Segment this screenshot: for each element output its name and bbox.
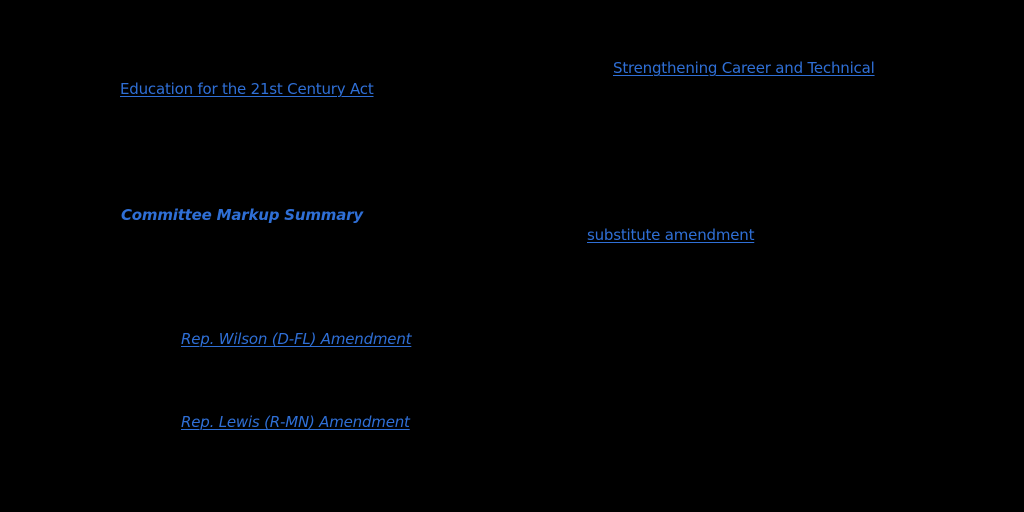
link-substitute-amendment[interactable]: substitute amendment (587, 226, 755, 244)
link-wilson-amendment[interactable]: Rep. Wilson (D-FL) Amendment (181, 330, 412, 348)
committee-markup-summary-heading: Committee Markup Summary (121, 206, 363, 224)
link-strengthening-career-technical[interactable]: Strengthening Career and Technical (613, 59, 875, 77)
link-education-21st-century-act[interactable]: Education for the 21st Century Act (120, 80, 374, 98)
link-lewis-amendment[interactable]: Rep. Lewis (R-MN) Amendment (181, 413, 410, 431)
document-page (18, 0, 1006, 512)
